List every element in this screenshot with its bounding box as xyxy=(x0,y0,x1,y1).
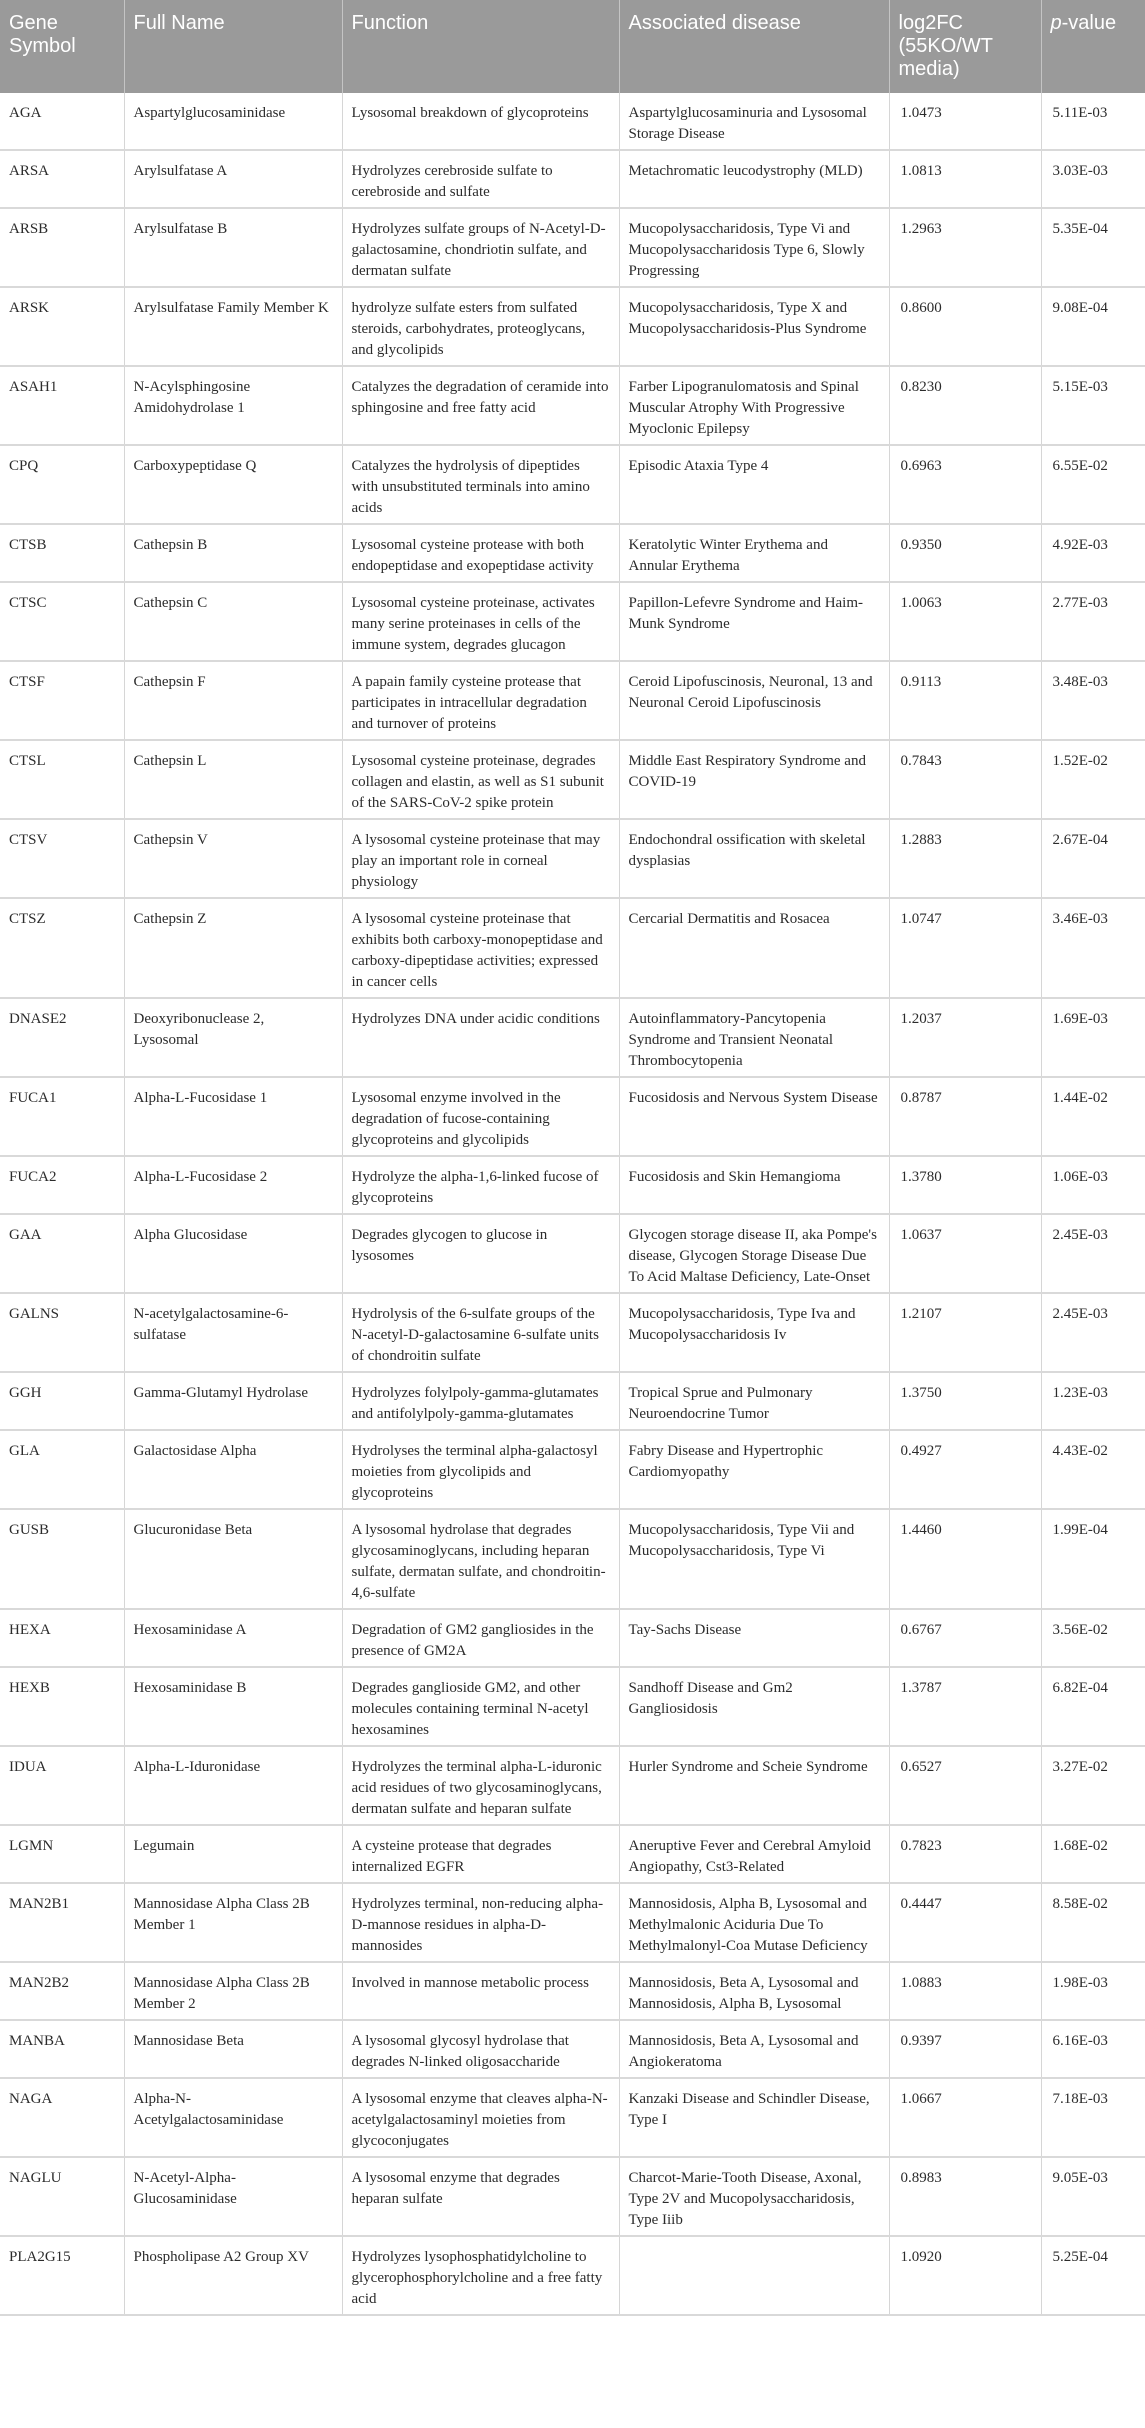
cell-pvalue: 1.98E-03 xyxy=(1041,1962,1145,2020)
cell-pvalue: 3.56E-02 xyxy=(1041,1609,1145,1667)
cell-function: Hydrolyzes DNA under acidic conditions xyxy=(342,998,619,1077)
cell-associated-disease: Charcot-Marie-Tooth Disease, Axonal, Type 2V and Mucopolysaccharidosis, Type Iiib xyxy=(619,2157,889,2236)
header-full-name: Full Name xyxy=(124,0,342,93)
cell-gene-symbol: CPQ xyxy=(0,445,124,524)
cell-full-name: Arylsulfatase B xyxy=(124,208,342,287)
cell-gene-symbol: MAN2B2 xyxy=(0,1962,124,2020)
cell-full-name: Alpha-N-Acetylgalactosaminidase xyxy=(124,2078,342,2157)
cell-log2fc: 0.4447 xyxy=(889,1883,1041,1962)
cell-pvalue: 4.92E-03 xyxy=(1041,524,1145,582)
cell-log2fc: 0.9113 xyxy=(889,661,1041,740)
cell-pvalue: 1.52E-02 xyxy=(1041,740,1145,819)
cell-full-name: N-Acylsphingosine Amidohydrolase 1 xyxy=(124,366,342,445)
cell-function: hydrolyze sulfate esters from sulfated steroids, carbohydrates, proteoglycans, and glycolipids xyxy=(342,287,619,366)
cell-full-name: Carboxypeptidase Q xyxy=(124,445,342,524)
cell-associated-disease: Sandhoff Disease and Gm2 Gangliosidosis xyxy=(619,1667,889,1746)
cell-gene-symbol: CTSZ xyxy=(0,898,124,998)
cell-gene-symbol: HEXA xyxy=(0,1609,124,1667)
cell-associated-disease: Tropical Sprue and Pulmonary Neuroendocrine Tumor xyxy=(619,1372,889,1430)
cell-pvalue: 4.43E-02 xyxy=(1041,1430,1145,1509)
cell-function: Lysosomal cysteine protease with both endopeptidase and exopeptidase activity xyxy=(342,524,619,582)
cell-pvalue: 3.48E-03 xyxy=(1041,661,1145,740)
header-pvalue xyxy=(1041,0,1145,93)
cell-gene-symbol: FUCA2 xyxy=(0,1156,124,1214)
table-row xyxy=(0,1883,1145,1962)
cell-log2fc: 0.8600 xyxy=(889,287,1041,366)
cell-full-name: Mannosidase Beta xyxy=(124,2020,342,2078)
cell-log2fc: 1.2037 xyxy=(889,998,1041,1077)
header-gene-symbol: Gene Symbol xyxy=(0,0,124,93)
cell-log2fc: 1.2107 xyxy=(889,1293,1041,1372)
cell-associated-disease: Mucopolysaccharidosis, Type Vii and Mucopolysaccharidosis, Type Vi xyxy=(619,1509,889,1609)
cell-gene-symbol: DNASE2 xyxy=(0,998,124,1077)
cell-pvalue: 5.35E-04 xyxy=(1041,208,1145,287)
cell-full-name: N-Acetyl-Alpha-Glucosaminidase xyxy=(124,2157,342,2236)
table-row xyxy=(0,998,1145,1077)
cell-associated-disease: Farber Lipogranulomatosis and Spinal Muscular Atrophy With Progressive Myoclonic Epilepsy xyxy=(619,366,889,445)
cell-function: A lysosomal cysteine proteinase that exhibits both carboxy-monopeptidase and carboxy-dipeptidase activities; expressed in cancer cells xyxy=(342,898,619,998)
table-row xyxy=(0,1609,1145,1667)
header-log2fc: log2FC (55KO/WT media) xyxy=(889,0,1041,93)
table-row xyxy=(0,1293,1145,1372)
cell-log2fc: 0.6963 xyxy=(889,445,1041,524)
cell-log2fc: 1.2963 xyxy=(889,208,1041,287)
cell-full-name: Phospholipase A2 Group XV xyxy=(124,2236,342,2315)
table-row xyxy=(0,661,1145,740)
cell-log2fc: 0.8230 xyxy=(889,366,1041,445)
cell-associated-disease: Kanzaki Disease and Schindler Disease, Type I xyxy=(619,2078,889,2157)
header-function: Function xyxy=(342,0,619,93)
cell-gene-symbol: GUSB xyxy=(0,1509,124,1609)
cell-associated-disease: Aneruptive Fever and Cerebral Amyloid Angiopathy, Cst3-Related xyxy=(619,1825,889,1883)
cell-gene-symbol: GLA xyxy=(0,1430,124,1509)
cell-function: Catalyzes the hydrolysis of dipeptides with unsubstituted terminals into amino acids xyxy=(342,445,619,524)
cell-log2fc: 0.9397 xyxy=(889,2020,1041,2078)
cell-function: Degrades ganglioside GM2, and other molecules containing terminal N-acetyl hexosamines xyxy=(342,1667,619,1746)
cell-full-name: Alpha-L-Fucosidase 1 xyxy=(124,1077,342,1156)
cell-full-name: Alpha-L-Fucosidase 2 xyxy=(124,1156,342,1214)
cell-log2fc: 1.0883 xyxy=(889,1962,1041,2020)
cell-full-name: Alpha-L-Iduronidase xyxy=(124,1746,342,1825)
cell-function: Lysosomal breakdown of glycoproteins xyxy=(342,93,619,150)
cell-function: Degradation of GM2 gangliosides in the presence of GM2A xyxy=(342,1609,619,1667)
cell-full-name: Galactosidase Alpha xyxy=(124,1430,342,1509)
cell-function: Lysosomal cysteine proteinase, activates many serine proteinases in cells of the immune system, degrades glucagon xyxy=(342,582,619,661)
cell-associated-disease: Hurler Syndrome and Scheie Syndrome xyxy=(619,1746,889,1825)
cell-associated-disease: Metachromatic leucodystrophy (MLD) xyxy=(619,150,889,208)
cell-pvalue: 9.05E-03 xyxy=(1041,2157,1145,2236)
cell-pvalue: 2.67E-04 xyxy=(1041,819,1145,898)
table-row xyxy=(0,2157,1145,2236)
cell-function: Hydrolyses the terminal alpha-galactosyl moieties from glycolipids and glycoproteins xyxy=(342,1430,619,1509)
table-row xyxy=(0,366,1145,445)
cell-associated-disease: Mucopolysaccharidosis, Type Vi and Mucopolysaccharidosis Type 6, Slowly Progressing xyxy=(619,208,889,287)
cell-gene-symbol: MAN2B1 xyxy=(0,1883,124,1962)
cell-gene-symbol: GALNS xyxy=(0,1293,124,1372)
cell-full-name: Legumain xyxy=(124,1825,342,1883)
cell-log2fc: 0.6527 xyxy=(889,1746,1041,1825)
cell-gene-symbol: IDUA xyxy=(0,1746,124,1825)
cell-function: Catalyzes the degradation of ceramide into sphingosine and free fatty acid xyxy=(342,366,619,445)
cell-log2fc: 1.0667 xyxy=(889,2078,1041,2157)
table-body xyxy=(0,93,1145,2315)
cell-log2fc: 0.4927 xyxy=(889,1430,1041,1509)
table-row xyxy=(0,150,1145,208)
cell-gene-symbol: ARSB xyxy=(0,208,124,287)
cell-full-name: Cathepsin B xyxy=(124,524,342,582)
cell-function: Hydrolyzes folylpoly-gamma-glutamates and antifolylpoly-gamma-glutamates xyxy=(342,1372,619,1430)
table-row xyxy=(0,93,1145,150)
cell-function: Hydrolyzes the terminal alpha-L-iduronic acid residues of two glycosaminoglycans, dermatan sulfate and heparan sulfate xyxy=(342,1746,619,1825)
cell-full-name: Alpha Glucosidase xyxy=(124,1214,342,1293)
cell-function: A lysosomal enzyme that degrades heparan sulfate xyxy=(342,2157,619,2236)
cell-function: A lysosomal cysteine proteinase that may play an important role in corneal physiology xyxy=(342,819,619,898)
cell-full-name: Aspartylglucosaminidase xyxy=(124,93,342,150)
cell-pvalue: 3.46E-03 xyxy=(1041,898,1145,998)
cell-log2fc: 1.0813 xyxy=(889,150,1041,208)
table-row xyxy=(0,1825,1145,1883)
cell-pvalue: 9.08E-04 xyxy=(1041,287,1145,366)
cell-full-name: Cathepsin V xyxy=(124,819,342,898)
cell-gene-symbol: AGA xyxy=(0,93,124,150)
cell-gene-symbol: CTSC xyxy=(0,582,124,661)
cell-gene-symbol: GAA xyxy=(0,1214,124,1293)
cell-log2fc: 0.7843 xyxy=(889,740,1041,819)
cell-gene-symbol: GGH xyxy=(0,1372,124,1430)
cell-full-name: Mannosidase Alpha Class 2B Member 1 xyxy=(124,1883,342,1962)
cell-pvalue: 8.58E-02 xyxy=(1041,1883,1145,1962)
cell-log2fc: 1.0747 xyxy=(889,898,1041,998)
cell-log2fc: 0.8787 xyxy=(889,1077,1041,1156)
cell-log2fc: 1.3780 xyxy=(889,1156,1041,1214)
cell-full-name: Cathepsin F xyxy=(124,661,342,740)
table-row xyxy=(0,1962,1145,2020)
cell-associated-disease: Tay-Sachs Disease xyxy=(619,1609,889,1667)
cell-log2fc: 0.9350 xyxy=(889,524,1041,582)
cell-gene-symbol: PLA2G15 xyxy=(0,2236,124,2315)
cell-pvalue: 1.68E-02 xyxy=(1041,1825,1145,1883)
header-associated-disease: Associated disease xyxy=(619,0,889,93)
cell-associated-disease: Ceroid Lipofuscinosis, Neuronal, 13 and Neuronal Ceroid Lipofuscinosis xyxy=(619,661,889,740)
cell-pvalue: 6.16E-03 xyxy=(1041,2020,1145,2078)
cell-full-name: Glucuronidase Beta xyxy=(124,1509,342,1609)
table-row xyxy=(0,1372,1145,1430)
header-row xyxy=(0,0,1145,93)
cell-associated-disease: Mannosidosis, Alpha B, Lysosomal and Methylmalonic Aciduria Due To Methylmalonyl-Coa Mutase Deficiency xyxy=(619,1883,889,1962)
table-row xyxy=(0,1430,1145,1509)
cell-log2fc: 1.0473 xyxy=(889,93,1041,150)
table-row xyxy=(0,1156,1145,1214)
cell-function: Hydrolysis of the 6-sulfate groups of the N-acetyl-D-galactosamine 6-sulfate units of chondroitin sulfate xyxy=(342,1293,619,1372)
table-row xyxy=(0,208,1145,287)
cell-log2fc: 1.3750 xyxy=(889,1372,1041,1430)
cell-log2fc: 1.0063 xyxy=(889,582,1041,661)
cell-gene-symbol: LGMN xyxy=(0,1825,124,1883)
cell-associated-disease: Mucopolysaccharidosis, Type Iva and Mucopolysaccharidosis Iv xyxy=(619,1293,889,1372)
cell-log2fc: 0.7823 xyxy=(889,1825,1041,1883)
cell-gene-symbol: NAGA xyxy=(0,2078,124,2157)
table-row xyxy=(0,1667,1145,1746)
cell-associated-disease: Fucosidosis and Nervous System Disease xyxy=(619,1077,889,1156)
cell-pvalue: 1.44E-02 xyxy=(1041,1077,1145,1156)
table-row xyxy=(0,445,1145,524)
cell-log2fc: 1.4460 xyxy=(889,1509,1041,1609)
cell-gene-symbol: CTSL xyxy=(0,740,124,819)
cell-pvalue: 2.77E-03 xyxy=(1041,582,1145,661)
cell-pvalue: 1.69E-03 xyxy=(1041,998,1145,1077)
cell-gene-symbol: CTSB xyxy=(0,524,124,582)
header-pvalue-rest: -value xyxy=(1061,12,1117,34)
cell-associated-disease: Glycogen storage disease II, aka Pompe's disease, Glycogen Storage Disease Due To Acid Maltase Deficiency, Late-Onset xyxy=(619,1214,889,1293)
cell-function: A lysosomal glycosyl hydrolase that degrades N-linked oligosaccharide xyxy=(342,2020,619,2078)
table-row xyxy=(0,1214,1145,1293)
cell-full-name: Gamma-Glutamyl Hydrolase xyxy=(124,1372,342,1430)
cell-log2fc: 1.0920 xyxy=(889,2236,1041,2315)
cell-function: Degrades glycogen to glucose in lysosomes xyxy=(342,1214,619,1293)
cell-log2fc: 1.3787 xyxy=(889,1667,1041,1746)
cell-pvalue: 5.11E-03 xyxy=(1041,93,1145,150)
cell-pvalue: 5.15E-03 xyxy=(1041,366,1145,445)
cell-log2fc: 1.0637 xyxy=(889,1214,1041,1293)
cell-pvalue: 2.45E-03 xyxy=(1041,1214,1145,1293)
table-row xyxy=(0,1077,1145,1156)
cell-gene-symbol: ARSA xyxy=(0,150,124,208)
cell-gene-symbol: ARSK xyxy=(0,287,124,366)
cell-function: A papain family cysteine protease that participates in intracellular degradation and turnover of proteins xyxy=(342,661,619,740)
cell-full-name: Deoxyribonuclease 2, Lysosomal xyxy=(124,998,342,1077)
cell-gene-symbol: CTSF xyxy=(0,661,124,740)
cell-log2fc: 0.8983 xyxy=(889,2157,1041,2236)
cell-function: Lysosomal cysteine proteinase, degrades collagen and elastin, as well as S1 subunit of the SARS-CoV-2 spike protein xyxy=(342,740,619,819)
cell-associated-disease: Middle East Respiratory Syndrome and COVID-19 xyxy=(619,740,889,819)
cell-function: Hydrolyze the alpha-1,6-linked fucose of glycoproteins xyxy=(342,1156,619,1214)
cell-associated-disease: Fabry Disease and Hypertrophic Cardiomyopathy xyxy=(619,1430,889,1509)
cell-function: A lysosomal enzyme that cleaves alpha-N-acetylgalactosaminyl moieties from glycoconjugates xyxy=(342,2078,619,2157)
cell-gene-symbol: ASAH1 xyxy=(0,366,124,445)
cell-gene-symbol: HEXB xyxy=(0,1667,124,1746)
cell-associated-disease: Autoinflammatory-Pancytopenia Syndrome and Transient Neonatal Thrombocytopenia xyxy=(619,998,889,1077)
cell-pvalue: 1.99E-04 xyxy=(1041,1509,1145,1609)
table-row xyxy=(0,740,1145,819)
cell-pvalue: 3.27E-02 xyxy=(1041,1746,1145,1825)
table-row xyxy=(0,819,1145,898)
table-row xyxy=(0,2236,1145,2315)
cell-function: Hydrolyzes terminal, non-reducing alpha-D-mannose residues in alpha-D-mannosides xyxy=(342,1883,619,1962)
cell-associated-disease: Aspartylglucosaminuria and Lysosomal Storage Disease xyxy=(619,93,889,150)
table-row xyxy=(0,1746,1145,1825)
table-row xyxy=(0,898,1145,998)
cell-log2fc: 0.6767 xyxy=(889,1609,1041,1667)
header-pvalue-italic: p xyxy=(1050,12,1062,34)
cell-pvalue: 6.55E-02 xyxy=(1041,445,1145,524)
cell-associated-disease: Keratolytic Winter Erythema and Annular Erythema xyxy=(619,524,889,582)
cell-full-name: Mannosidase Alpha Class 2B Member 2 xyxy=(124,1962,342,2020)
table-row xyxy=(0,524,1145,582)
cell-associated-disease: Papillon-Lefevre Syndrome and Haim-Munk Syndrome xyxy=(619,582,889,661)
cell-function: Hydrolyzes cerebroside sulfate to cerebroside and sulfate xyxy=(342,150,619,208)
cell-pvalue: 5.25E-04 xyxy=(1041,2236,1145,2315)
cell-log2fc: 1.2883 xyxy=(889,819,1041,898)
table-row xyxy=(0,287,1145,366)
cell-function: Lysosomal enzyme involved in the degradation of fucose-containing glycoproteins and glycolipids xyxy=(342,1077,619,1156)
cell-full-name: Arylsulfatase A xyxy=(124,150,342,208)
cell-gene-symbol: FUCA1 xyxy=(0,1077,124,1156)
cell-associated-disease: Mannosidosis, Beta A, Lysosomal and Angiokeratoma xyxy=(619,2020,889,2078)
cell-full-name: Hexosaminidase A xyxy=(124,1609,342,1667)
table-row xyxy=(0,582,1145,661)
table-header xyxy=(0,0,1145,93)
cell-full-name: N-acetylgalactosamine-6-sulfatase xyxy=(124,1293,342,1372)
cell-gene-symbol: MANBA xyxy=(0,2020,124,2078)
cell-associated-disease: Cercarial Dermatitis and Rosacea xyxy=(619,898,889,998)
table-row xyxy=(0,2078,1145,2157)
cell-gene-symbol: CTSV xyxy=(0,819,124,898)
cell-full-name: Cathepsin C xyxy=(124,582,342,661)
cell-function: A cysteine protease that degrades internalized EGFR xyxy=(342,1825,619,1883)
table-row xyxy=(0,1509,1145,1609)
cell-full-name: Hexosaminidase B xyxy=(124,1667,342,1746)
table-row xyxy=(0,2020,1145,2078)
cell-associated-disease: Fucosidosis and Skin Hemangioma xyxy=(619,1156,889,1214)
cell-function: A lysosomal hydrolase that degrades glycosaminoglycans, including heparan sulfate, dermatan sulfate, and chondroitin-4,6-sulfate xyxy=(342,1509,619,1609)
cell-pvalue: 6.82E-04 xyxy=(1041,1667,1145,1746)
cell-pvalue: 3.03E-03 xyxy=(1041,150,1145,208)
cell-associated-disease: Mannosidosis, Beta A, Lysosomal and Mannosidosis, Alpha B, Lysosomal xyxy=(619,1962,889,2020)
cell-full-name: Arylsulfatase Family Member K xyxy=(124,287,342,366)
cell-full-name: Cathepsin L xyxy=(124,740,342,819)
cell-gene-symbol: NAGLU xyxy=(0,2157,124,2236)
cell-associated-disease: Mucopolysaccharidosis, Type X and Mucopolysaccharidosis-Plus Syndrome xyxy=(619,287,889,366)
cell-pvalue: 1.23E-03 xyxy=(1041,1372,1145,1430)
cell-full-name: Cathepsin Z xyxy=(124,898,342,998)
cell-associated-disease: Episodic Ataxia Type 4 xyxy=(619,445,889,524)
cell-pvalue: 7.18E-03 xyxy=(1041,2078,1145,2157)
cell-function: Involved in mannose metabolic process xyxy=(342,1962,619,2020)
cell-associated-disease: Endochondral ossification with skeletal dysplasias xyxy=(619,819,889,898)
cell-function: Hydrolyzes sulfate groups of N-Acetyl-D-galactosamine, chondriotin sulfate, and dermatan sulfate xyxy=(342,208,619,287)
cell-function: Hydrolyzes lysophosphatidylcholine to glycerophosphorylcholine and a free fatty acid xyxy=(342,2236,619,2315)
cell-pvalue: 2.45E-03 xyxy=(1041,1293,1145,1372)
cell-pvalue: 1.06E-03 xyxy=(1041,1156,1145,1214)
cell-associated-disease xyxy=(619,2236,889,2315)
